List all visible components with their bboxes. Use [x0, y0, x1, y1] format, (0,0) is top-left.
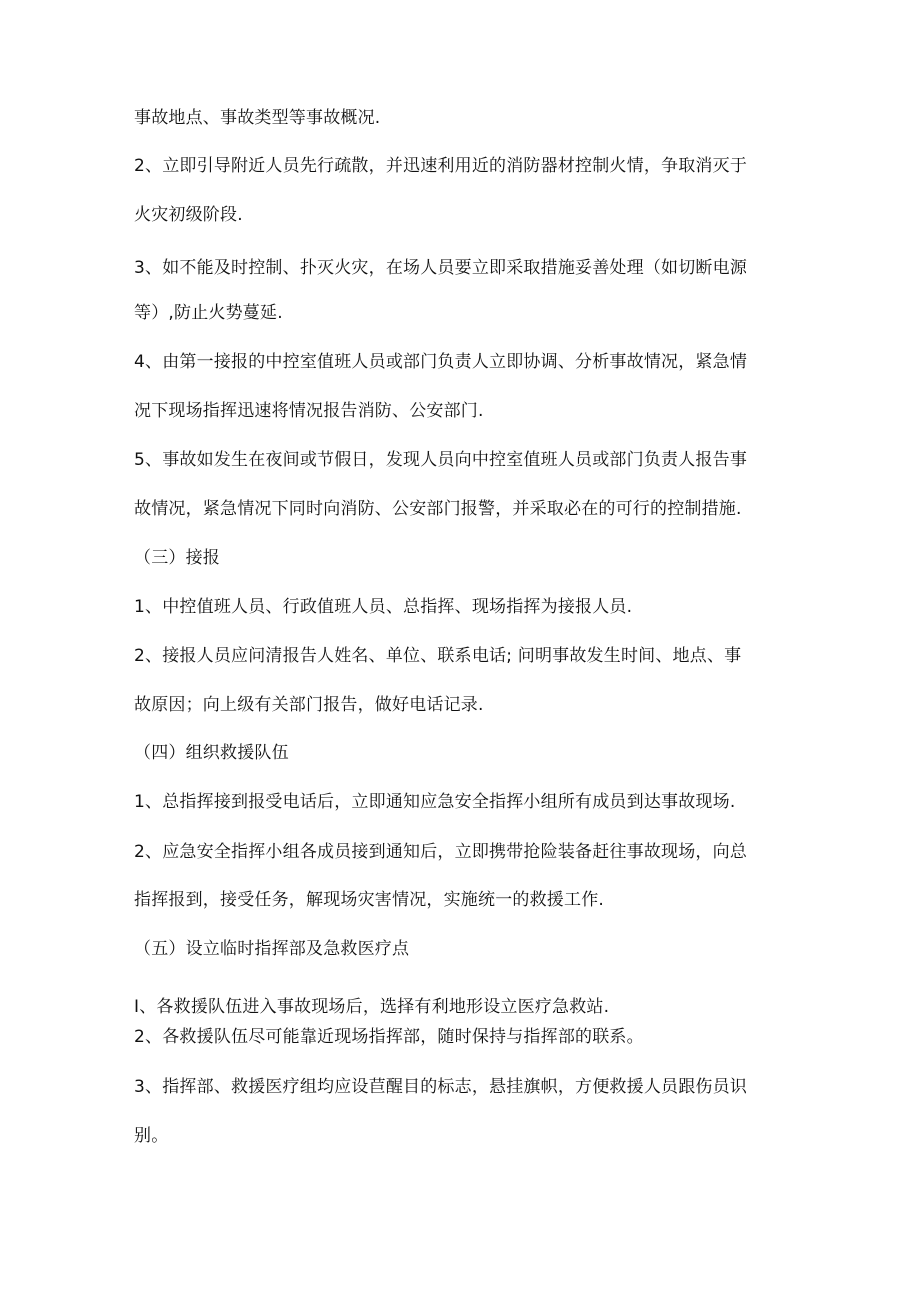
text-line: 4、由第一接报的中控室值班人员或部门负责人立即协调、分析事故情况，紧急情 [134, 352, 748, 372]
text-line: 况下现场指挥迅速将情况报告消防、公安部门. [134, 401, 484, 421]
text-line: 故原因；向上级有关部门报告，做好电话记录. [134, 695, 484, 715]
text-line: 故情况，紧急情况下同时向消防、公安部门报警，并采取必在的可行的控制措施. [134, 499, 742, 519]
text-line: 2、应急安全指挥小组各成员接到通知后，立即携带抢险装备赶往事故现场，向总 [134, 842, 748, 862]
text-line: 火灾初级阶段. [134, 205, 243, 225]
text-line: 1、中控值班人员、行政值班人员、总指挥、现场指挥为接报人员. [134, 597, 633, 617]
text-line: I、各救援队伍进入事故现场后，选择有利地形设立医疗急救站. [134, 997, 610, 1017]
text-line: 2、立即引导附近人员先行疏散，并迅速利用近的消防器材控制火情，争取消灭于 [134, 156, 748, 176]
text-line: 3、如不能及时控制、扑灭火灾，在场人员要立即采取措施妥善处理（如切断电源 [134, 258, 748, 278]
text-line: 5、事故如发生在夜间或节假日，发现人员向中控室值班人员或部门负责人报告事 [134, 450, 748, 470]
text-line: 事故地点、事故类型等事故概况. [134, 108, 381, 128]
text-line: 等）,防止火势蔓延. [134, 303, 283, 323]
text-line: 3、指挥部、救援医疗组均应设苣醒目的标志，悬挂旗帜，方便救援人员跟伤员识 [134, 1077, 748, 1097]
text-line: 2、各救援队伍尽可能靠近现场指挥部，随时保持与指挥部的联系。 [134, 1027, 644, 1047]
text-line: 指挥报到，接受任务，解现场灾害情况，实施统一的救援工作. [134, 890, 605, 910]
text-line: 1、总指挥接到报受电话后，立即通知应急安全指挥小组所有成员到达事故现场. [134, 792, 736, 812]
section-heading: （五）设立临时指挥部及急救医疗点 [134, 939, 410, 959]
section-heading: （三）接报 [134, 548, 220, 568]
text-line: 别。 [134, 1126, 169, 1146]
text-line: 2、接报人员应问清报告人姓名、单位、联系电话; 问明事故发生时间、地点、事 [134, 646, 742, 666]
section-heading: （四）组织救援队伍 [134, 743, 289, 763]
